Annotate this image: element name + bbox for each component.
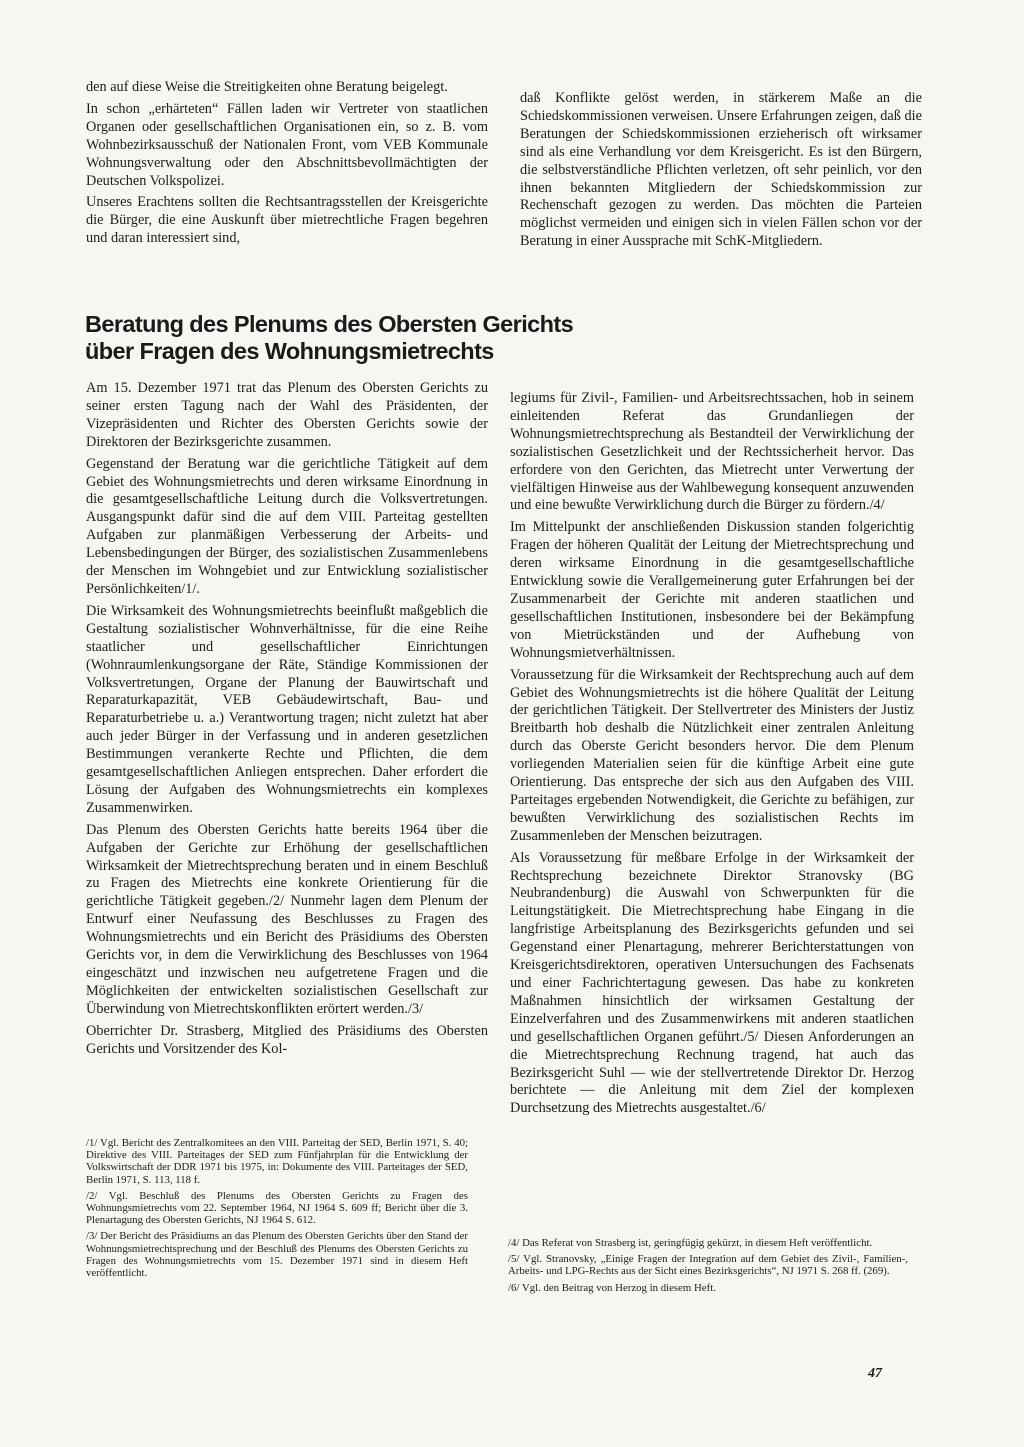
paragraph: Oberrichter Dr. Strasberg, Mitglied des Präsidiums des Obersten Gerichts und Vorsitzender des Kol- bbox=[86, 1022, 488, 1057]
top-left-column bbox=[86, 79, 488, 252]
paragraph: den auf diese Weise die Streitigkeiten ohne Beratung beigelegt. bbox=[86, 79, 448, 95]
footnote-4: /4/ Das Referat von Strasberg ist, geringfügig gekürzt, in diesem Heft veröffentlicht. bbox=[508, 1237, 873, 1249]
paragraph: Voraussetzung für die Wirksamkeit der Rechtsprechung auch auf dem Gebiet des Wohnungsmietrechts ist die höhere Qualität der Leitung der gerichtlichen Tätigkeit. Der Stellvertreter des Ministers der Justiz Breitbarth hob deshalb die Nützlichkeit einer zentralen Anleitung durch das Oberste Gericht besonders hervor. Die dem Plenum vorliegenden Materialien seien für die künftige Arbeit eine gute Orientierung. Das entspreche der sich aus den Aufgaben des VIII. Parteitages ergebenden Notwendigkeit, die Gerichte zu befähigen, zur bewußten Verwirklichung des sozialistischen Rechts im Zusammenleben der Menschen beizutragen. bbox=[510, 666, 914, 844]
paragraph: Das Plenum des Obersten Gerichts hatte bereits 1964 über die Aufgaben der Gerichte zur Erhöhung der gesellschaftlichen Wirksamkeit der Mietrechtsprechung beraten und in einem Beschluß zu Fragen des Mietrechts eine konkrete Orientierung für die gerichtliche Tätigkeit gegeben./2/ Nunmehr lagen dem Plenum der Entwurf einer Neufassung des Beschlusses zu Fragen des Wohnungsmietrechts und ein Bericht des Präsidiums des Obersten Gerichts vor, in dem die Verwirklichung des Beschlusses von 1964 eingeschätzt und inzwischen neu aufgetretene Fragen und die Möglichkeiten der entwickelten sozialistischen Gesellschaft zur Überwindung von Mietrechtskonflikten erörtert werden./3/ bbox=[86, 821, 488, 1017]
right-footnotes bbox=[508, 1237, 908, 1298]
left-footnotes bbox=[86, 1137, 468, 1283]
paragraph: legiums für Zivil-, Familien- und Arbeitsrechtssachen, hob in seinem einleitenden Referat das Grundanliegen der Wohnungsmietrechtsprechung als Bestandteil der Verwirklichung der sozialistischen Gesetzlichkeit und der Rechtssicherheit hervor. Das erfordere von den Gerichten, das Mietrecht unter Verwertung der vielfältigen Hinweise aus der Wahlbewegung konsequent anzuwenden und eine bewußte Verwirklichung durch die Bürger zu fördern./4/ bbox=[510, 390, 914, 514]
article-left-column bbox=[86, 380, 488, 1063]
headline-line-1: Beratung des Plenums des Obersten Gerichts bbox=[85, 311, 574, 337]
footnote-5: /5/ Vgl. Stranovsky, „Einige Fragen der Integration auf dem Gebiet des Zivil-, Familien-, Arbeits- und LPG-Rechts aus der Sicht eines Bezirksgerichts“, NJ 1971 S. 268 ff. (269). bbox=[508, 1253, 908, 1278]
paragraph: Gegenstand der Beratung war die gerichtliche Tätigkeit auf dem Gebiet des Wohnungsmietrechts und deren wirksame Einordnung in die gesamtgesellschaftliche Leitung durch die Volksvertretungen. Ausgangspunkt dafür sind die auf dem VIII. Parteitag gestellten Aufgaben zur planmäßigen Verbesserung der Arbeits- und Lebensbedingungen der Bürger, des sozialistischen Zusammenlebens der Menschen im Wohngebiet und zur Entwicklung sozialistischer Persönlichkeiten/1/. bbox=[86, 455, 488, 597]
paragraph: daß Konflikte gelöst werden, in stärkerem Maße an die Schiedskommissionen verweisen. Unsere Erfahrungen zeigen, daß die Beratungen der Schiedskommissionen erzieherisch oft wirksamer sind als eine Verhandlung vor dem Kreisgericht. Es ist den Bürgern, die selbstverständliche Pflichten verletzen, oft sehr peinlich, vor den ihnen bekannten Mitgliedern der Schiedskommission zur Rechenschaft gezogen zu werden. Das möchten die Parteien möglichst vermeiden und einigen sich in vielen Fällen schon vor der Beratung in einer Aussprache mit SchK-Mitgliedern. bbox=[520, 90, 922, 250]
footnote-3: /3/ Der Bericht des Präsidiums an das Plenum des Obersten Gerichts über den Stand der Wohnungsmietrechtsprechung und der Beschluß des Plenums des Obersten Gerichts zu Fragen des Wohnungsmietrechts vom 15. Dezember 1971 sind in diesem Heft veröffentlicht. bbox=[86, 1230, 468, 1280]
article-headline bbox=[85, 311, 585, 365]
paragraph: Als Voraussetzung für meßbare Erfolge in der Wirksamkeit der Rechtsprechung bezeichnete Direktor Stranovsky (BG Neubrandenburg) die Auswahl von Schwerpunkten für die Leitungstätigkeit. Die Mietrechtsprechung habe Eingang in die langfristige Arbeitsplanung des Bezirksgerichts gefunden und sei Gegenstand einer Plenartagung, mehrerer Berichterstattungen von Kreisgerichtsdirektoren, operativen Untersuchungen des Fachsenats und einer Fachrichtertagung gewesen. Das habe zu konkreten Maßnahmen hinsichtlich der wirksamen Gestaltung der Einzelverfahren und des Zusammenwirkens mit anderen staatlichen und gesellschaftlichen Organen geführt./5/ Diesen Anforderungen an die Mietrechtsprechung Rechnung tragend, hat auch das Bezirksgericht Suhl — wie der stellvertretende Direktor Dr. Herzog berichtete — die Anleitung mit dem Ziel der komplexen Durchsetzung des Mietrechts ausgestaltet./6/ bbox=[510, 849, 914, 1117]
paragraph: Die Wirksamkeit des Wohnungsmietrechts beeinflußt maßgeblich die Gestaltung sozialistischer Wohnverhältnisse, für die eine Reihe staatlicher und gesellschaftlicher Einrichtungen (Wohnraumlenkungsorgane der Räte, Ständige Kommissionen der Volksvertretungen, Organe der Planung der Bauwirtschaft und Reparaturkapazität, VEB Gebäudewirtschaft, Bau- und Reparaturbetriebe u. a.) Verantwortung tragen; nicht zuletzt hat aber auch jeder Bürger in der Verfassung und in anderen gesetzlichen Bestimmungen verankerte Rechte und Pflichten, die dem gesamtgesellschaftlichen Anliegen entsprechen. Daher erfordert die Lösung der Aufgaben des Wohnungsmietrechts ein komplexes Zusammenwirken. bbox=[86, 602, 488, 816]
paragraph: Am 15. Dezember 1971 trat das Plenum des Obersten Gerichts zu seiner ersten Tagung nach der Wahl des Präsidenten, der Vizepräsidenten und Richter des Obersten Gerichts sowie der Direktoren der Bezirksgerichte zusammen. bbox=[86, 380, 488, 450]
top-right-column bbox=[520, 90, 922, 255]
headline-line-2: über Fragen des Wohnungsmietrechts bbox=[85, 338, 494, 364]
paragraph: In schon „erhärteten“ Fällen laden wir Vertreter von staatlichen Organen oder gesellschaftlichen Organisationen ein, so z. B. vom Wohnbezirksausschuß der Nationalen Front, vom VEB Kommunale Wohnungsverwaltung oder den Abschnittsbevollmächtigten der Deutschen Volkspolizei. bbox=[86, 100, 488, 189]
article-right-column bbox=[510, 390, 914, 1122]
paragraph: Im Mittelpunkt der anschließenden Diskussion standen folgerichtig Fragen der höheren Qualität der Leitung der Mietrechtsprechung und deren wirksame Einordnung in die gesamtgesellschaftliche Entwicklung sowie die Verallgemeinerung guter Erfahrungen bei der Zusammenarbeit der Gerichte mit anderen staatlichen und gesellschaftlichen Institutionen, insbesondere bei der Bekämpfung von Mietrückständen und der Aufhebung von Wohnungsmietverhältnissen. bbox=[510, 519, 914, 661]
footnote-1: /1/ Vgl. Bericht des Zentralkomitees an den VIII. Parteitag der SED, Berlin 1971, S. 40; Direktive des VIII. Parteitages der SED zum Fünfjahrplan für die Entwicklung der Volkswirtschaft der DDR 1971 bis 1975, in: Dokumente des VIII. Parteitages der SED, Berlin 1971, S. 113, 118 f. bbox=[86, 1137, 468, 1186]
paragraph: Unseres Erachtens sollten die Rechtsantragsstellen der Kreisgerichte die Bürger, die eine Auskunft über mietrechtliche Fragen begehren und daran interessiert sind, bbox=[86, 194, 488, 247]
footnote-2: /2/ Vgl. Beschluß des Plenums des Obersten Gerichts zu Fragen des Wohnungsmietrechts vom 22. September 1964, NJ 1964 S. 609 ff; Bericht über die 3. Plenartagung des Obersten Gerichts, NJ 1964 S. 612. bbox=[86, 1189, 468, 1227]
page-number: 47 bbox=[868, 1366, 882, 1381]
footnote-6: /6/ Vgl. den Beitrag von Herzog in diesem Heft. bbox=[508, 1281, 716, 1294]
